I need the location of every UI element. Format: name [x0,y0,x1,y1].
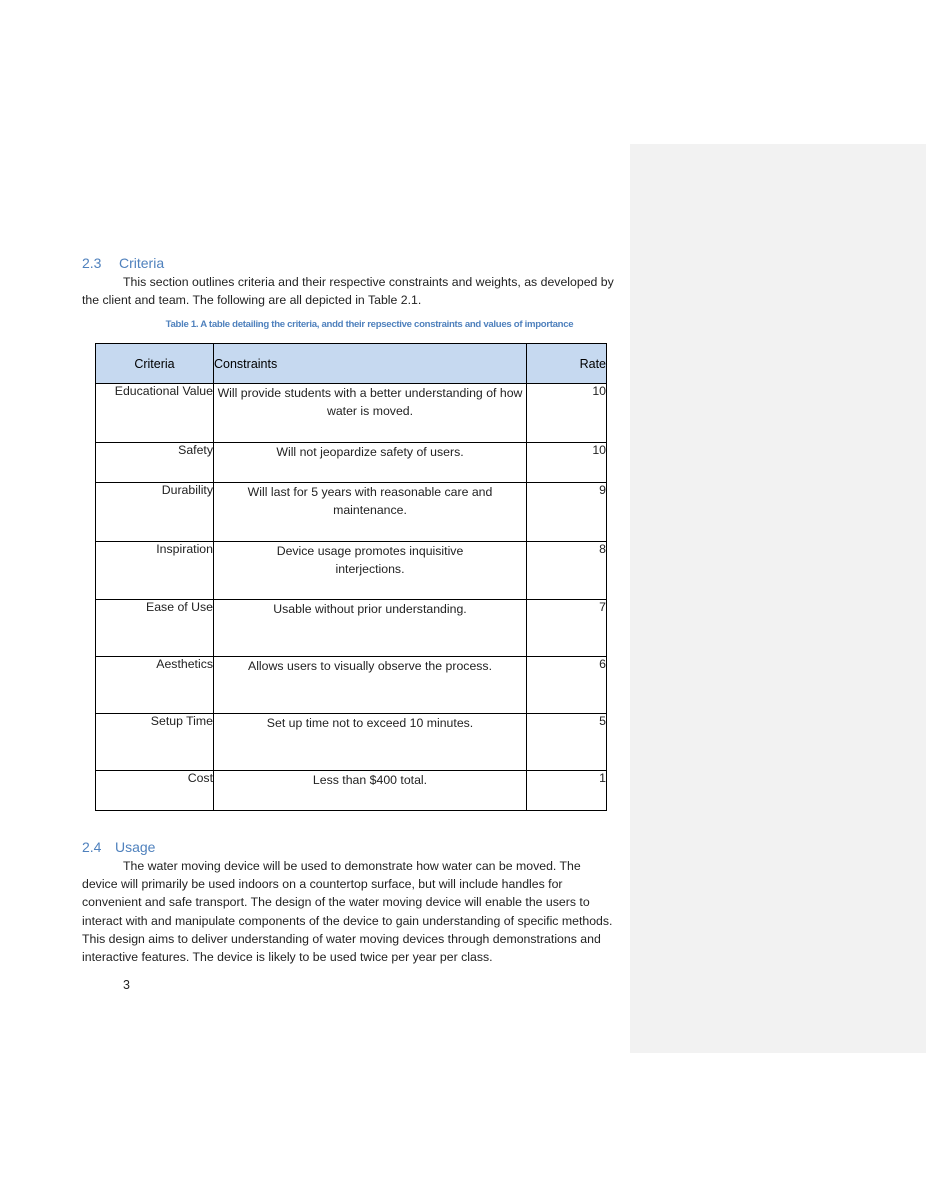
table-row [96,443,607,483]
header-rate: Rate [527,344,607,384]
section-number: 2.4 [82,839,102,855]
constraint-cell: Will provide students with a better understanding of how water is moved. [214,384,527,443]
criteria-cell: Ease of Use [96,600,214,657]
constraint-cell: Less than $400 total. [214,771,527,811]
constraint-cell: Set up time not to exceed 10 minutes. [214,714,527,771]
criteria-cell: Safety [96,443,214,483]
section-title: Usage [115,839,156,855]
section-title: Criteria [119,255,165,271]
rate-cell: 5 [527,714,607,771]
table-row [96,483,607,542]
section-heading-usage [82,839,155,855]
constraint-cell: Will not jeopardize safety of users. [214,443,527,483]
table-row [96,657,607,714]
table-row [96,600,607,657]
criteria-paragraph: This section outlines criteria and their respective constraints and weights, as developed by the client and team. The following are all depicted in Table 2.1. [82,275,614,308]
table-header-row [96,344,607,384]
table-caption: Table 1. A table detailing the criteria, andd their repsective constraints and values of importance [165,319,574,330]
constraint-cell: Allows users to visually observe the process. [214,657,527,714]
table-row [96,542,607,600]
rate-cell: 7 [527,600,607,657]
table-row [96,771,607,811]
header-constraints: Constraints [214,344,527,384]
rate-cell: 1 [527,771,607,811]
table-row [96,384,607,443]
rate-cell: 6 [527,657,607,714]
usage-paragraph: The water moving device will be used to demonstrate how water can be moved. The device will primarily be used indoors on a countertop surface, but will include handles for convenient and safe transport. The design of the water moving device will enable the users to interact with and manipulate components of the device to gain understanding of specific methods. This design aims to deliver understanding of water moving devices through demonstrations and interactive features. The device is likely to be used twice per year per class. [82,859,613,965]
rate-cell: 8 [527,542,607,600]
criteria-cell: Aesthetics [96,657,214,714]
section-number: 2.3 [82,255,102,271]
constraint-cell: Usable without prior understanding. [214,600,527,657]
criteria-table [95,343,607,811]
criteria-cell: Setup Time [96,714,214,771]
constraint-cell: Device usage promotes inquisitive interjections. [214,542,527,600]
criteria-cell: Durability [96,483,214,542]
header-criteria: Criteria [96,344,214,384]
rate-cell: 10 [527,443,607,483]
rate-cell: 10 [527,384,607,443]
comment-pane [630,144,926,1053]
criteria-cell: Cost [96,771,214,811]
table-row [96,714,607,771]
criteria-cell: Inspiration [96,542,214,600]
criteria-cell: Educational Value [96,384,214,443]
constraint-cell: Will last for 5 years with reasonable care and maintenance. [214,483,527,542]
rate-cell: 9 [527,483,607,542]
section-heading-criteria [82,255,164,271]
page-number: 3 [123,978,130,992]
